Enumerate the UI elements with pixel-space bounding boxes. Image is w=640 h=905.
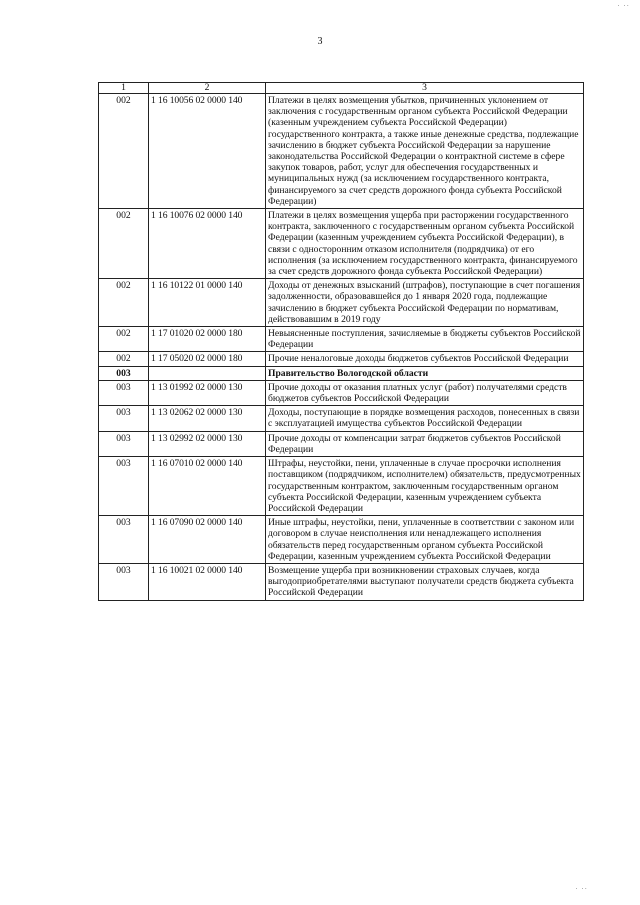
table-body: [99, 94, 584, 601]
table-row: [99, 380, 584, 405]
admin-code-cell: 003: [99, 457, 149, 516]
admin-code-cell: 003: [99, 380, 149, 405]
revenue-name-cell: Прочие доходы от компенсации затрат бюджетов субъектов Российской Федерации: [266, 431, 584, 456]
revenue-name-cell: Платежи в целях возмещения убытков, причиненных уклонением от заключения с государственным органом субъекта Российской Федерации (казенным учреждением субъекта Российской Федерации) государственного контракта, а также иные денежные средства, подлежащие зачислению в бюджет субъекта Российской Федерации за нарушение законодательства Российской Федерации о контрактной системе в сфере закупок товаров, работ, услуг для обеспечения государственных и муниципальных нужд (за исключением государственного контракта, финансируемого за счет средств дорожного фонда субъекта Российской Федерации): [266, 94, 584, 209]
revenue-name-cell: Возмещение ущерба при возникновении страховых случаев, когда выгодоприобретателями выступают получатели средств бюджета субъекта Российской Федерации: [266, 563, 584, 600]
revenue-codes-table: [98, 82, 584, 601]
revenue-code-cell: 1 13 02062 02 0000 130: [149, 406, 266, 431]
revenue-name-cell: Прочие доходы от оказания платных услуг (работ) получателями средств бюджетов субъектов Российской Федерации: [266, 380, 584, 405]
admin-code-cell: 002: [99, 327, 149, 352]
section-header-row: [99, 366, 584, 380]
revenue-code-cell: 1 16 10021 02 0000 140: [149, 563, 266, 600]
revenue-code-cell: 1 16 10076 02 0000 140: [149, 209, 266, 279]
admin-code-cell: 003: [99, 366, 149, 380]
table-row: [99, 406, 584, 431]
column-number-2: 2: [149, 83, 266, 94]
table-row: [99, 279, 584, 327]
table-row: [99, 516, 584, 564]
table-row: [99, 209, 584, 279]
revenue-code-cell: 1 13 02992 02 0000 130: [149, 431, 266, 456]
admin-code-cell: 003: [99, 516, 149, 564]
admin-code-cell: 002: [99, 94, 149, 209]
admin-code-cell: 002: [99, 352, 149, 366]
revenue-name-cell: Доходы от денежных взысканий (штрафов), поступающие в счет погашения задолженности, образовавшейся до 1 января 2020 года, подлежащие зачислению в бюджет субъекта Российской Федерации по нормативам, действовавшим в 2019 году: [266, 279, 584, 327]
column-number-3: 3: [266, 83, 584, 94]
table-row: [99, 563, 584, 600]
revenue-name-cell: Правительство Вологодской области: [266, 366, 584, 380]
admin-code-cell: 002: [99, 279, 149, 327]
scan-mark-top: · ··: [617, 2, 630, 10]
table-row: [99, 457, 584, 516]
scan-mark-bottom: · ··: [575, 885, 588, 893]
revenue-name-cell: Невыясненные поступления, зачисляемые в бюджеты субъектов Российской Федерации: [266, 327, 584, 352]
admin-code-cell: 002: [99, 209, 149, 279]
revenue-name-cell: Платежи в целях возмещения ущерба при расторжении государственного контракта, заключенного с государственным органом субъекта Российской Федерации (казенным учреждением субъекта Российской Федерации), в связи с односторонним отказом исполнителя (подрядчика) от его исполнения (за исключением государственного контракта, финансируемого за счет средств дорожного фонда субъекта Российской Федерации): [266, 209, 584, 279]
admin-code-cell: 003: [99, 563, 149, 600]
revenue-name-cell: Иные штрафы, неустойки, пени, уплаченные в соответствии с законом или договором в случае неисполнения или ненадлежащего исполнения обязательств перед государственным органом субъекта Российской Федерации, казенным учреждением субъекта Российской Федерации: [266, 516, 584, 564]
revenue-name-cell: Прочие неналоговые доходы бюджетов субъектов Российской Федерации: [266, 352, 584, 366]
revenue-code-cell: 1 17 01020 02 0000 180: [149, 327, 266, 352]
revenue-name-cell: Штрафы, неустойки, пени, уплаченные в случае просрочки исполнения поставщиком (подрядчиком, исполнителем) обязательств, предусмотренных государственным контрактом, заключенным государственным органом субъекта Российской Федерации, казенным учреждением субъекта Российской Федерации: [266, 457, 584, 516]
column-number-1: 1: [99, 83, 149, 94]
revenue-name-cell: Доходы, поступающие в порядке возмещения расходов, понесенных в связи с эксплуатацией имущества субъектов Российской Федерации: [266, 406, 584, 431]
admin-code-cell: 003: [99, 431, 149, 456]
revenue-code-cell: 1 16 07010 02 0000 140: [149, 457, 266, 516]
revenue-code-cell: 1 17 05020 02 0000 180: [149, 352, 266, 366]
page-number: 3: [317, 36, 323, 47]
revenue-code-cell: 1 16 10056 02 0000 140: [149, 94, 266, 209]
revenue-code-cell: 1 16 07090 02 0000 140: [149, 516, 266, 564]
table-row: [99, 327, 584, 352]
revenue-code-cell: 1 13 01992 02 0000 130: [149, 380, 266, 405]
revenue-code-cell: [149, 366, 266, 380]
table-row: [99, 94, 584, 209]
table-row: [99, 431, 584, 456]
table-row: [99, 352, 584, 366]
revenue-code-cell: 1 16 10122 01 0000 140: [149, 279, 266, 327]
admin-code-cell: 003: [99, 406, 149, 431]
column-number-row: [99, 83, 584, 94]
